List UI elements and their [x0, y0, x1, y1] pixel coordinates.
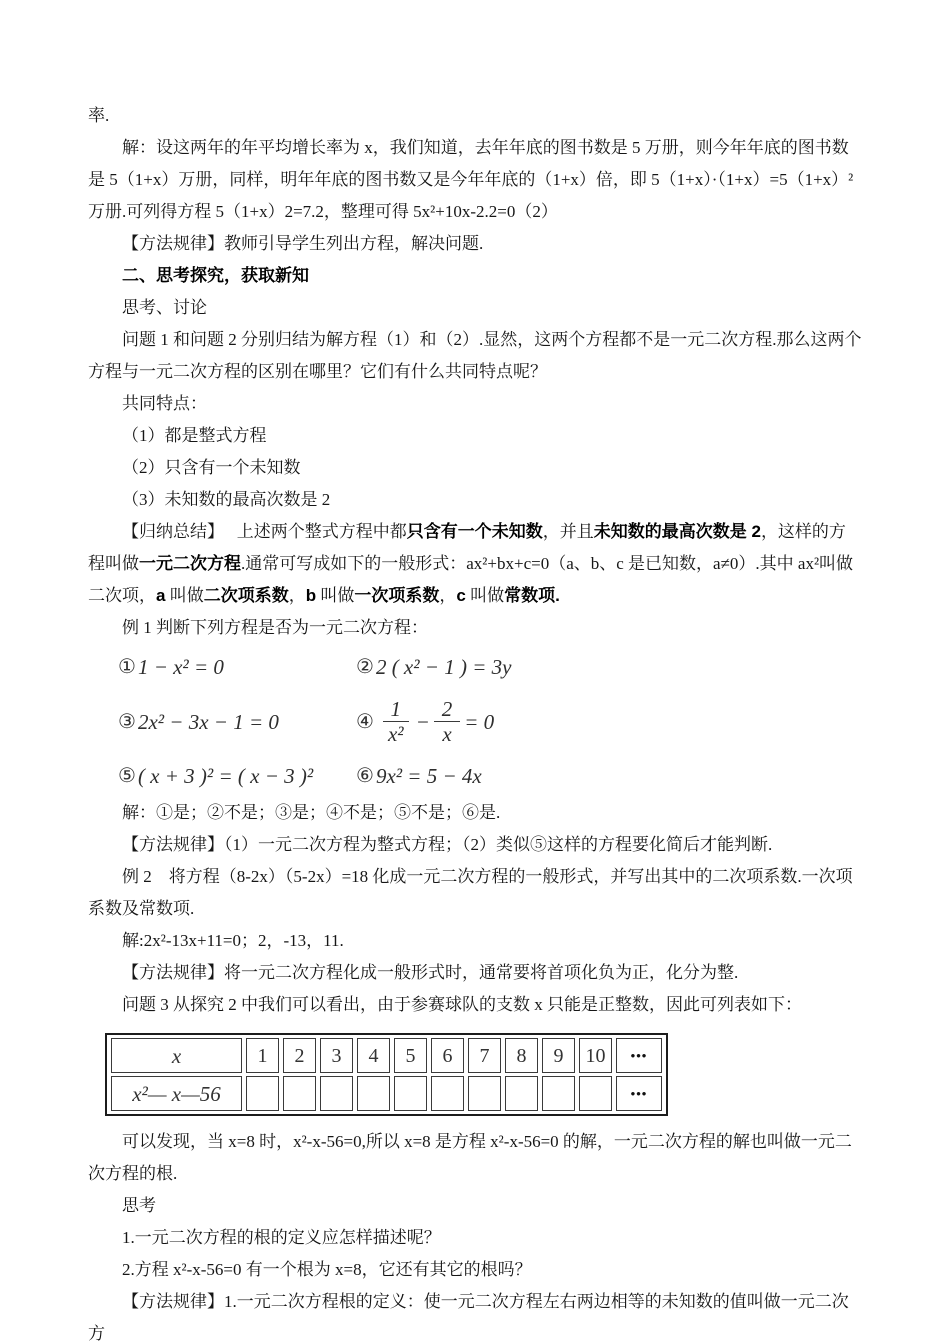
ellipsis-cell: •••	[616, 1076, 662, 1111]
para-common-features: 共同特点：	[122, 394, 207, 413]
summary-text: 【归纳总结】 上述两个整式方程中都	[122, 522, 407, 541]
circled-2: ②	[356, 656, 374, 678]
equation-1	[118, 654, 356, 680]
para-think-discuss: 思考、讨论	[122, 298, 207, 317]
item-think-1: 1.一元二次方程的根的定义应怎样描述呢？	[122, 1228, 441, 1247]
circled-5: ⑤	[118, 765, 136, 787]
para-think: 思考	[122, 1196, 156, 1215]
cell-x-label: x	[111, 1038, 242, 1073]
para-discovery: 可以发现，当 x=8 时，x²-x-56=0,所以 x=8 是方程 x²-x-56=0 的解，一元二次方程的解也叫做一元二次方程的根.	[88, 1132, 852, 1183]
circled-3: ③	[118, 710, 136, 733]
equation-6-body: 9x² = 5 − 4x	[375, 764, 482, 788]
equation-2-body: 2 ( x² − 1 ) = 3y	[375, 655, 512, 679]
summary-bold-5: 二次项系数	[203, 586, 289, 605]
equation-5-body: ( x + 3 )² = ( x − 3 )²	[137, 764, 314, 788]
para-method-rule-4: 【方法规律】1.一元二次方程根的定义：使一元二次方程左右两边相等的未知数的值叫做一元二次方	[88, 1292, 849, 1343]
equation-2	[356, 654, 862, 680]
cell-expression-label: x²— x—56	[111, 1076, 242, 1111]
table-row-expression	[111, 1076, 662, 1111]
para-method-rule-2: 【方法规律】（1）一元二次方程为整式方程；（2）类似⑤这样的方程要化简后才能判断.	[122, 835, 773, 854]
summary-bold-6: b	[305, 586, 317, 605]
para-summary: 【归纳总结】 上述两个整式方程中都只含有一个未知数，并且未知数的最高次数是 2，这样的方程叫做一元二次方程.通常可写成如下的一般形式：ax²+bx+c=0（a、b、c 是已知数，a≠0）.其中 ax²叫做二次项，a 叫做二次项系数，b 叫做一次项系数，c 叫做常数项.	[88, 522, 854, 605]
para-example1-answer: 解：①是；②不是；③是；④不是；⑤不是；⑥是.	[122, 803, 501, 822]
equation-4-minus: −	[415, 709, 430, 734]
equation-3	[118, 698, 356, 745]
table-row-x: x 1 2 3 4 5 6 7 8 9 10 •••	[111, 1038, 662, 1073]
para-problem2-solution: 解：设这两年的年平均增长率为 x，我们知道，去年年底的图书数是 5 万册，则今年年底的图书数是 5（1+x）万册，同样，明年年底的图书数又是今年年底的（1+x）倍，即 5（1+x）·（1+x）=5（1+x）²万册.可列得方程 5（1+x）2=7.2，整理可得 5x²+10x-2.2=0（2）	[88, 138, 854, 221]
item-feature-3: （3）未知数的最高次数是 2	[122, 490, 331, 509]
ellipsis-cell: •••	[616, 1038, 662, 1073]
para-example2: 例 2 将方程（8-2x）（5-2x）=18 化成一元二次方程的一般形式，并写出其中的二次项系数.一次项系数及常数项.	[88, 867, 853, 918]
para-example2-answer: 解:2x²-13x+11=0；2，-13，11.	[122, 931, 344, 950]
para-method-rule-3: 【方法规律】将一元二次方程化成一般形式时，通常要将首项化负为正，化分为整.	[122, 963, 739, 982]
heading-section-2: 二、思考探究，获取新知	[122, 266, 309, 285]
para-method-rule-1: 【方法规律】教师引导学生列出方程，解决问题.	[122, 234, 484, 253]
equation-3-body: 2x² − 3x − 1 = 0	[137, 709, 279, 734]
item-feature-2: （2）只含有一个未知数	[122, 458, 301, 477]
para-question-compare: 问题 1 和问题 2 分别归结为解方程（1）和（2）.显然，这两个方程都不是一元二次方程.那么这两个方程与一元二次方程的区别在哪里？它们有什么共同特点呢？	[88, 330, 862, 381]
example1-equations	[118, 654, 862, 789]
equation-6	[356, 763, 862, 789]
circled-4: ④	[356, 710, 374, 733]
fraction-2-over-x: $\frac{2}{x}$	[434, 698, 461, 745]
item-feature-1: （1）都是整式方程	[122, 426, 267, 445]
fraction-1-over-x2: $\frac{1}{\text{x²}}$	[380, 698, 412, 745]
summary-bold-7: 一次项系数	[354, 586, 440, 605]
equation-5	[118, 763, 356, 789]
para-example1-intro: 例 1 判断下列方程是否为一元二次方程：	[122, 618, 428, 637]
summary-bold-9: 常数项.	[504, 586, 560, 605]
equation-4-tail: = 0	[464, 709, 495, 734]
circled-1: ①	[118, 656, 136, 678]
summary-bold-8: c	[456, 586, 466, 605]
summary-bold-4: a	[156, 586, 166, 605]
problem3-value-table	[105, 1033, 668, 1116]
item-think-2: 2.方程 x²-x-56=0 有一个根为 x=8，它还有其它的根吗？	[122, 1260, 532, 1279]
equation-1-body: 1 − x² = 0	[137, 655, 224, 679]
circled-6: ⑥	[356, 765, 374, 787]
equation-4	[356, 698, 862, 745]
summary-bold-3: 一元二次方程	[139, 554, 241, 573]
para-problem3: 问题 3 从探究 2 中我们可以看出，由于参赛球队的支数 x 只能是正整数，因此可列表如下：	[122, 995, 802, 1014]
summary-bold-2: 未知数的最高次数是 2	[593, 522, 761, 541]
para-rate-continuation: 率.	[88, 106, 110, 125]
summary-bold-1: 只含有一个未知数	[406, 522, 543, 541]
